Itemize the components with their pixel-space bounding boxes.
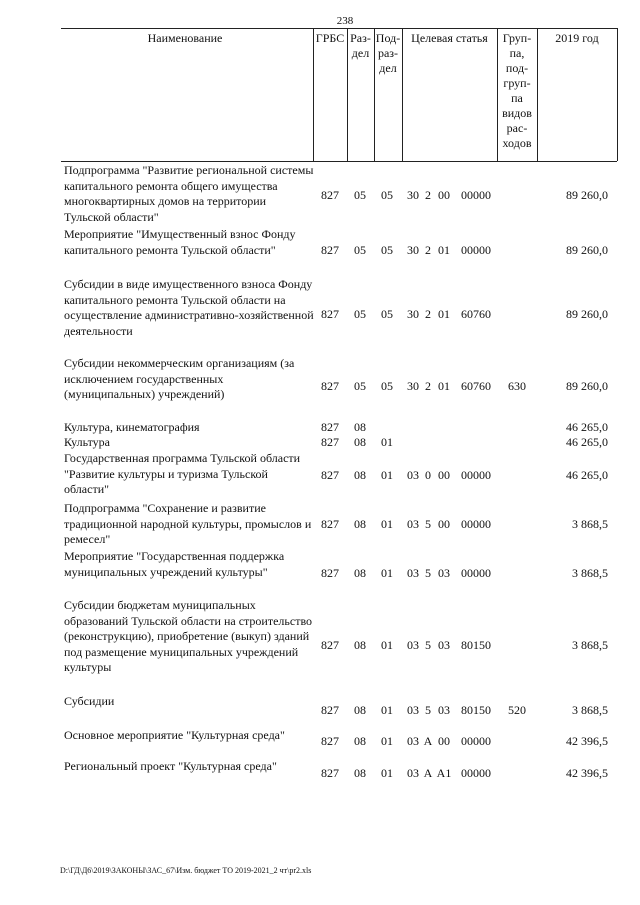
header-group-line: рас- <box>506 121 528 135</box>
row-name: Государственная программа Тульской области "Развитие культуры и туризма Тульской области" <box>64 451 301 496</box>
row-razdel: 08 <box>354 435 366 449</box>
row-group: 630 <box>508 379 526 393</box>
row-target-subprogram: А <box>423 766 433 780</box>
row-target-direction: 80150 <box>461 638 491 652</box>
row-target-subprogram: 5 <box>425 566 431 580</box>
header-divider-4 <box>402 28 403 161</box>
row-podrazdel: 05 <box>381 379 393 393</box>
header-grbs: ГРБС <box>315 31 345 45</box>
header-podrazdel-line: дел <box>379 61 397 75</box>
row-podrazdel: 01 <box>381 766 393 780</box>
row-target-event: 00 <box>438 468 450 482</box>
row-razdel: 08 <box>354 703 366 717</box>
row-amount: 42 396,5 <box>566 734 608 748</box>
header-podrazdel-line: Под- <box>375 31 401 45</box>
row-grbs: 827 <box>321 766 339 780</box>
header-group-line: па, <box>509 46 525 60</box>
header-podrazdel <box>374 31 402 76</box>
row-razdel: 08 <box>354 734 366 748</box>
row-amount: 89 260,0 <box>566 243 608 257</box>
row-razdel: 05 <box>354 307 366 321</box>
row-name: Субсидии в виде имущественного взноса Фонду капитального ремонта Тульской области на осуществление административно-хозяйственной деятельности <box>64 277 314 338</box>
row-target-program: 03 <box>407 766 419 780</box>
row-target-direction: 00000 <box>461 468 491 482</box>
row-target-program: 03 <box>407 638 419 652</box>
header-group-line: под- <box>505 61 529 75</box>
row-amount: 3 868,5 <box>572 566 608 580</box>
header-razdel-line: дел <box>351 46 370 60</box>
row-target-subprogram: А <box>423 734 433 748</box>
row-podrazdel: 01 <box>381 566 393 580</box>
row-target-direction: 00000 <box>461 734 491 748</box>
row-amount: 46 265,0 <box>566 435 608 449</box>
row-grbs: 827 <box>321 243 339 257</box>
row-razdel: 05 <box>354 188 366 202</box>
row-amount: 3 868,5 <box>572 517 608 531</box>
row-podrazdel: 05 <box>381 307 393 321</box>
row-name: Подпрограмма "Развитие региональной системы капитального ремонта общего имущества многоквартирных домов на территории Тульской области" <box>64 163 314 224</box>
row-grbs: 827 <box>321 420 339 434</box>
row-target-program: 30 <box>407 188 419 202</box>
row-target-direction: 00000 <box>461 566 491 580</box>
row-amount: 46 265,0 <box>566 420 608 434</box>
header-target: Целевая статья <box>411 31 488 45</box>
row-name: Культура, кинематография <box>64 420 200 434</box>
footer-file-path: D:\ГД\Д6\2019\ЗАКОНЫ\ЗАС_67\Изм. бюджет ТО 2019-2021_2 чт\pr2.xls <box>60 866 312 875</box>
row-target-event: 00 <box>438 188 450 202</box>
row-razdel: 08 <box>354 566 366 580</box>
row-grbs: 827 <box>321 435 339 449</box>
row-podrazdel: 01 <box>381 468 393 482</box>
row-razdel: 05 <box>354 243 366 257</box>
row-podrazdel: 05 <box>381 243 393 257</box>
row-group: 520 <box>508 703 526 717</box>
header-bottom-border <box>61 161 617 162</box>
row-razdel: 08 <box>354 468 366 482</box>
row-amount: 89 260,0 <box>566 188 608 202</box>
header-year: 2019 год <box>555 31 599 45</box>
row-target-direction: 80150 <box>461 703 491 717</box>
row-podrazdel: 05 <box>381 188 393 202</box>
row-name: Субсидии бюджетам муниципальных образований Тульской области на строительство (реконструкцию), приобретение (выкуп) зданий под размещение муниципальных учреждений культуры <box>64 598 313 674</box>
row-target-event: 00 <box>438 517 450 531</box>
row-amount: 46 265,0 <box>566 468 608 482</box>
row-name: Региональный проект "Культурная среда" <box>64 759 277 773</box>
row-target-program: 30 <box>407 379 419 393</box>
row-podrazdel: 01 <box>381 638 393 652</box>
header-group <box>497 31 537 151</box>
header-group-line: груп- <box>503 76 531 90</box>
row-target-program: 03 <box>407 734 419 748</box>
row-target-program: 30 <box>407 307 419 321</box>
header-name: Наименование <box>147 31 223 45</box>
row-target-subprogram: 5 <box>425 638 431 652</box>
row-name: Мероприятие "Государственная поддержка муниципальных учреждений культуры" <box>64 549 285 579</box>
row-target-event: 03 <box>438 566 450 580</box>
row-name: Субсидии некоммерческим организациям (за исключением государственных (муниципальных) учреждений) <box>64 356 295 401</box>
row-grbs: 827 <box>321 307 339 321</box>
row-grbs: 827 <box>321 638 339 652</box>
row-target-program: 03 <box>407 566 419 580</box>
row-razdel: 08 <box>354 420 366 434</box>
row-grbs: 827 <box>321 566 339 580</box>
row-target-event: 03 <box>438 638 450 652</box>
row-grbs: 827 <box>321 468 339 482</box>
header-group-line: ходов <box>502 136 532 150</box>
row-target-program: 03 <box>407 517 419 531</box>
row-name: Мероприятие "Имущественный взнос Фонду капитального ремонта Тульской области" <box>64 227 296 257</box>
row-grbs: 827 <box>321 517 339 531</box>
header-divider-7 <box>617 28 618 161</box>
row-amount: 42 396,5 <box>566 766 608 780</box>
row-target-subprogram: 5 <box>425 703 431 717</box>
header-group-line: видов <box>502 106 532 120</box>
row-razdel: 08 <box>354 638 366 652</box>
row-target-direction: 60760 <box>461 307 491 321</box>
row-target-event: 03 <box>438 703 450 717</box>
row-name: Культура <box>64 435 110 449</box>
row-podrazdel: 01 <box>381 734 393 748</box>
row-target-direction: 00000 <box>461 243 491 257</box>
row-target-subprogram: 2 <box>425 243 431 257</box>
row-target-program: 03 <box>407 703 419 717</box>
row-podrazdel: 01 <box>381 703 393 717</box>
row-target-event: 01 <box>438 243 450 257</box>
row-razdel: 05 <box>354 379 366 393</box>
row-podrazdel: 01 <box>381 517 393 531</box>
row-amount: 3 868,5 <box>572 703 608 717</box>
row-razdel: 08 <box>354 766 366 780</box>
row-amount: 3 868,5 <box>572 638 608 652</box>
header-group-line: па <box>511 91 523 105</box>
header-group-line: Груп- <box>502 31 532 45</box>
row-name: Подпрограмма "Сохранение и развитие традиционной народной культуры, промыслов и ремесел" <box>64 501 312 546</box>
row-amount: 89 260,0 <box>566 379 608 393</box>
row-name: Основное мероприятие "Культурная среда" <box>64 728 285 742</box>
header-divider-6 <box>537 28 538 161</box>
row-target-subprogram: 5 <box>425 517 431 531</box>
row-grbs: 827 <box>321 188 339 202</box>
header-divider-1 <box>313 28 314 161</box>
row-amount: 89 260,0 <box>566 307 608 321</box>
row-target-program: 03 <box>407 468 419 482</box>
row-target-direction: 00000 <box>461 188 491 202</box>
row-target-subprogram: 2 <box>425 307 431 321</box>
row-grbs: 827 <box>321 379 339 393</box>
row-target-direction: 60760 <box>461 379 491 393</box>
row-target-direction: 00000 <box>461 766 491 780</box>
row-target-subprogram: 2 <box>425 379 431 393</box>
row-target-program: 30 <box>407 243 419 257</box>
row-podrazdel: 01 <box>381 435 393 449</box>
row-target-event: 00 <box>438 734 450 748</box>
row-target-subprogram: 0 <box>425 468 431 482</box>
page-number: 238 <box>336 15 354 27</box>
header-razdel <box>347 31 374 61</box>
row-target-event: А1 <box>436 766 452 780</box>
row-target-direction: 00000 <box>461 517 491 531</box>
row-target-subprogram: 2 <box>425 188 431 202</box>
header-podrazdel-line: раз- <box>377 46 399 60</box>
header-top-border <box>61 28 617 29</box>
row-name: Субсидии <box>64 694 115 708</box>
row-grbs: 827 <box>321 703 339 717</box>
row-grbs: 827 <box>321 734 339 748</box>
row-target-event: 01 <box>438 307 450 321</box>
row-razdel: 08 <box>354 517 366 531</box>
header-razdel-line: Раз- <box>350 31 371 45</box>
row-target-event: 01 <box>438 379 450 393</box>
